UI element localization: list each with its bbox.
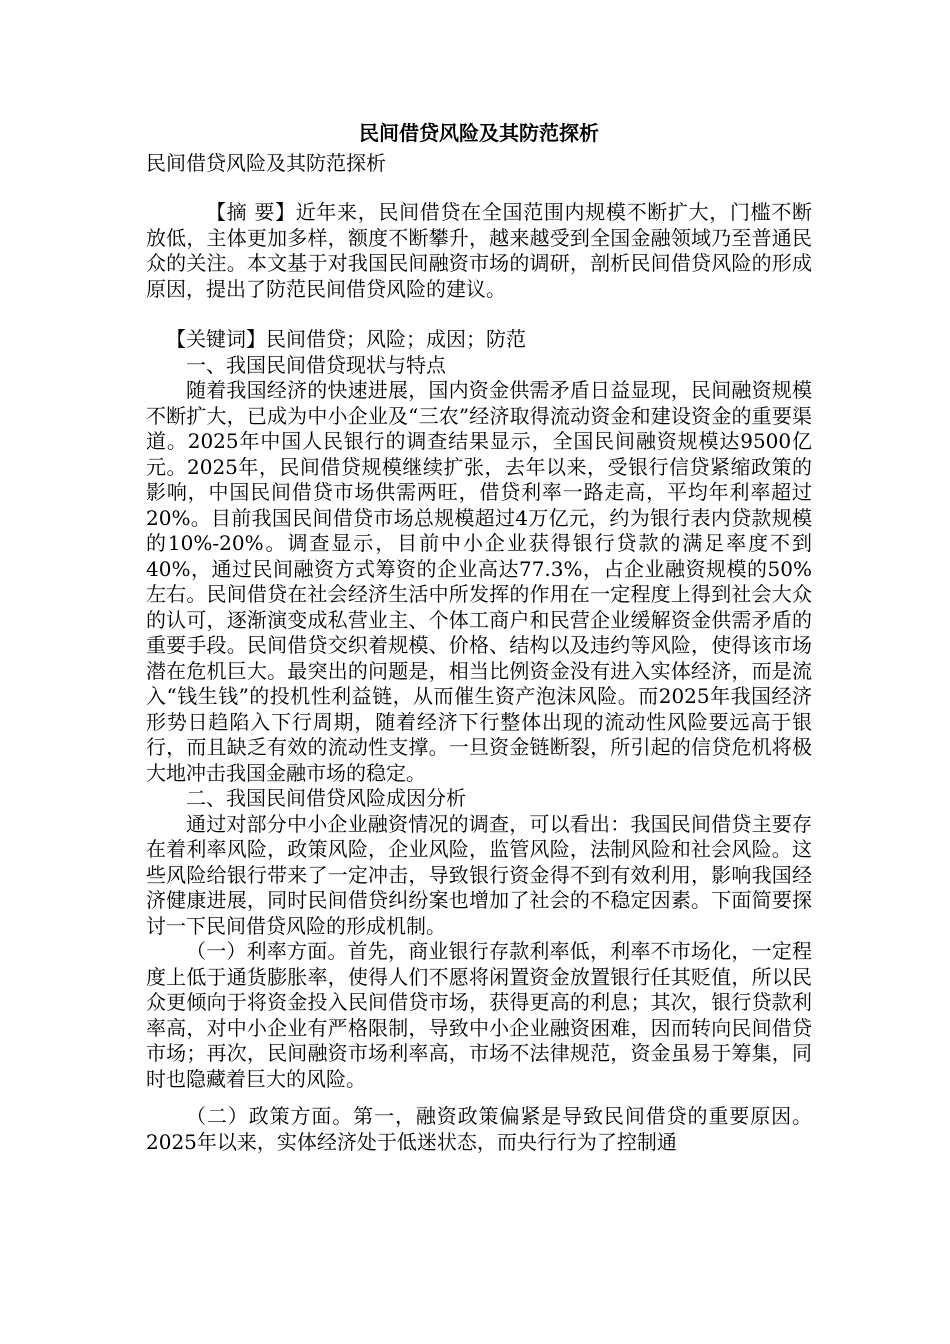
subsection-2-paragraph: （二）政策方面。第一，融资政策偏紧是导致民间借贷的重要原因。2025年以来，实体经济处于低迷状态，而央行行为了控制通 (146, 1104, 812, 1154)
section-1-body: 随着我国经济的快速进展，国内资金供需矛盾日益显现，民间融资规模不断扩大，已成为中小企业及“三农”经济取得流动资金和建设资金的重要渠道。2025年中国人民银行的调查结果显示，全国民间融资规模达9500亿元。2025年，民间借贷规模继续扩张，去年以来，受银行信贷紧缩政策的影响，中国民间借贷市场供需两旺，借贷利率一路走高，平均年利率超过20%。目前我国民间借贷市场总规模超过4万亿元，约为银行表内贷款规模的10%-20%。调查显示，目前中小企业获得银行贷款的满足率度不到40%，通过民间融资方式筹资的企业高达77.3%，占企业融资规模的50%左右。民间借贷在社会经济生活中所发挥的作用在一定程度上得到社会大众的认可，逐渐演变成私营业主、个体工商户和民营企业缓解资金供需矛盾的重要手段。民间借贷交织着规模、价格、结构以及违约等风险，使得该市场潜在危机巨大。最突出的问题是，相当比例资金没有进入实体经济，而是流入“钱生钱”的投机性利益链，从而催生资产泡沫风险。而2025年我国经济形势日趋陷入下行周期，随着经济下行整体出现的流动性风险要远高于银行，而且缺乏有效的流动性支撑。一旦资金链断裂，所引起的信贷危机将极大地冲击我国金融市场的稳定。 (146, 378, 812, 785)
document-subtitle: 民间借贷风险及其防范探析 (146, 151, 386, 175)
keywords-line: 【关键词】民间借贷；风险；成因；防范 (166, 327, 526, 351)
section-2-body: 通过对部分中小企业融资情况的调查，可以看出：我国民间借贷主要存在着利率风险，政策风险，企业风险，监管风险，法制风险和社会风险。这些风险给银行带来了一定冲击，导致银行资金得不到有效利用，影响我国经济健康进展，同时民间借贷纠纷案也增加了社会的不稳定因素。下面简要探讨一下民间借贷风险的形成机制。 (146, 811, 812, 938)
section-1-heading: 一、我国民间借贷现状与特点 (186, 352, 446, 377)
document-title: 民间借贷风险及其防范探析 (359, 121, 599, 145)
section-2-heading: 二、我国民间借贷风险成因分析 (186, 786, 466, 810)
document-page (146, 118, 812, 1155)
subsection-1-paragraph: （一）利率方面。首先，商业银行存款利率低，利率不市场化，一定程度上低于通货膨胀率，使得人们不愿将闲置资金放置银行任其贬值，所以民众更倾向于将资金投入民间借贷市场，获得更高的利息；其次，银行贷款利率高，对中小企业有严格限制，导致中小企业融资困难，因而转向民间借贷市场；再次，民间融资市场利率高，市场不法律规范，资金虽易于筹集，同时也隐藏着巨大的风险。 (146, 939, 812, 1091)
abstract-paragraph: 【摘 要】近年来，民间借贷在全国范围内规模不断扩大，门槛不断放低，主体更加多样，额度不断攀升，越来越受到全国金融领域乃至普通民众的关注。本文基于对我国民间融资市场的调研，剖析民间借贷风险的形成原因，提出了防范民间借贷风险的建议。 (146, 200, 812, 301)
